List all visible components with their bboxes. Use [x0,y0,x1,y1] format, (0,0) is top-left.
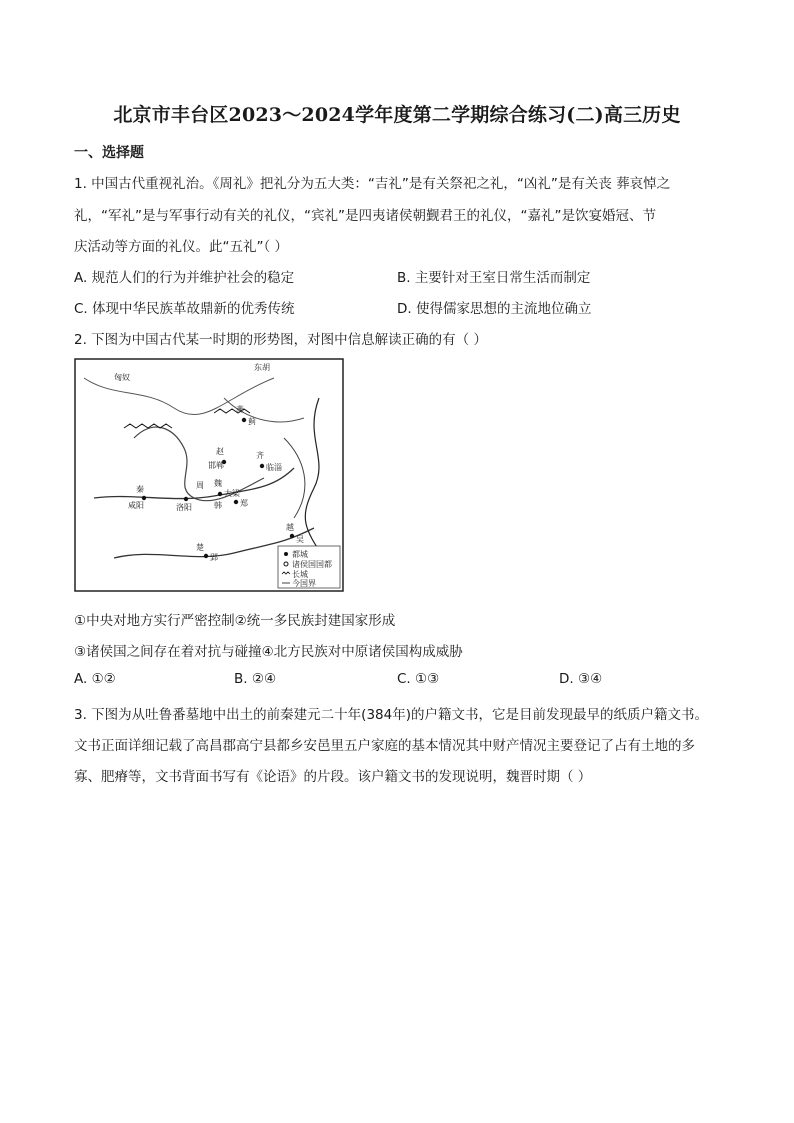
map-label-handan: 邯郸 [208,461,224,470]
q1-option-b: B. 主要针对王室日常生活而制定 [397,270,591,286]
q1-line-1: 1. 中国古代重视礼治。《周礼》把礼分为五大类：“吉礼”是有关祭祀之礼，“凶礼”是有关丧 葬哀悼之 [74,176,671,192]
q1-line-3: 庆活动等方面的礼仪。此“五礼”（ ） [74,239,289,255]
q2-option-b: B. ②④ [234,671,277,687]
map-label-wu: 吴 [296,535,304,544]
legend-border: 今国界 [292,579,316,588]
q2-statement-1: ①中央对地方实行严密控制②统一多民族封建国家形成 [74,613,396,629]
legend-great-wall: 长城 [292,570,308,579]
map-label-xiongnu: 匈奴 [114,373,130,382]
q2-option-a: A. ①② [74,671,116,687]
q1-option-c: C. 体现中华民族革故鼎新的优秀传统 [74,301,295,317]
q3-line-3: 寡、肥瘠等，文书背面书写有《论语》的片段。该户籍文书的发现说明，魏晋时期（ ） [74,769,592,785]
q2-statement-2: ③诸侯国之间存在着对抗与碰撞④北方民族对中原诸侯国构成威胁 [74,644,463,660]
q1-option-d: D. 使得儒家思想的主流地位确立 [397,301,592,317]
map-label-yan: 燕 [236,405,244,414]
q1-option-a: A. 规范人们的行为并维护社会的稳定 [74,270,295,286]
legend-capital: 都城 [292,550,308,559]
map-label-luoyang: 洛阳 [176,503,192,512]
q1-line-2: 礼，“军礼”是与军事行动有关的礼仪，“宾礼”是四夷诸侯朝觐君王的礼仪，“嘉礼”是饮宴婚冠、节 [74,208,656,224]
q2-option-d: D. ③④ [559,671,603,687]
map-label-xianyang: 咸阳 [128,501,144,510]
map-label-chu: 楚 [196,543,204,552]
map-label-linzi: 临淄 [266,463,282,472]
map-label-han: 韩 [214,501,222,510]
map-label-qin: 秦 [136,485,144,494]
map-label-zhou: 周 [196,481,204,490]
q2-stem: 2. 下图为中国古代某一时期的形势图，对图中信息解读正确的有（ ） [74,332,487,348]
map-label-zhao: 赵 [216,447,224,456]
document-title: 北京市丰台区2023～2024学年度第二学期综合练习(二)高三历史 [113,104,681,126]
map-label-zheng: 郑 [240,499,248,508]
map-label-daliang: 大梁 [224,489,240,498]
map-label-qi: 齐 [256,451,264,460]
map-label-yue: 越 [286,523,294,532]
map-label-ji: 蓟 [248,417,256,426]
map-label-wei: 魏 [214,479,222,488]
q2-option-c: C. ①③ [397,671,440,687]
map-label-ying: 郢 [210,553,218,562]
legend-state-capital: 诸侯国国都 [292,560,332,569]
historical-map [74,358,344,592]
map-label-donghu: 东胡 [254,363,270,372]
section-heading: 一、选择题 [74,145,144,161]
q3-line-2: 文书正面详细记载了高昌郡高宁县都乡安邑里五户家庭的基本情况其中财产情况主要登记了占有土地的多 [74,738,695,754]
q3-line-1: 3. 下图为从吐鲁番墓地中出土的前秦建元二十年(384年)的户籍文书，它是目前发现最早的纸质户籍文书。 [74,707,708,723]
